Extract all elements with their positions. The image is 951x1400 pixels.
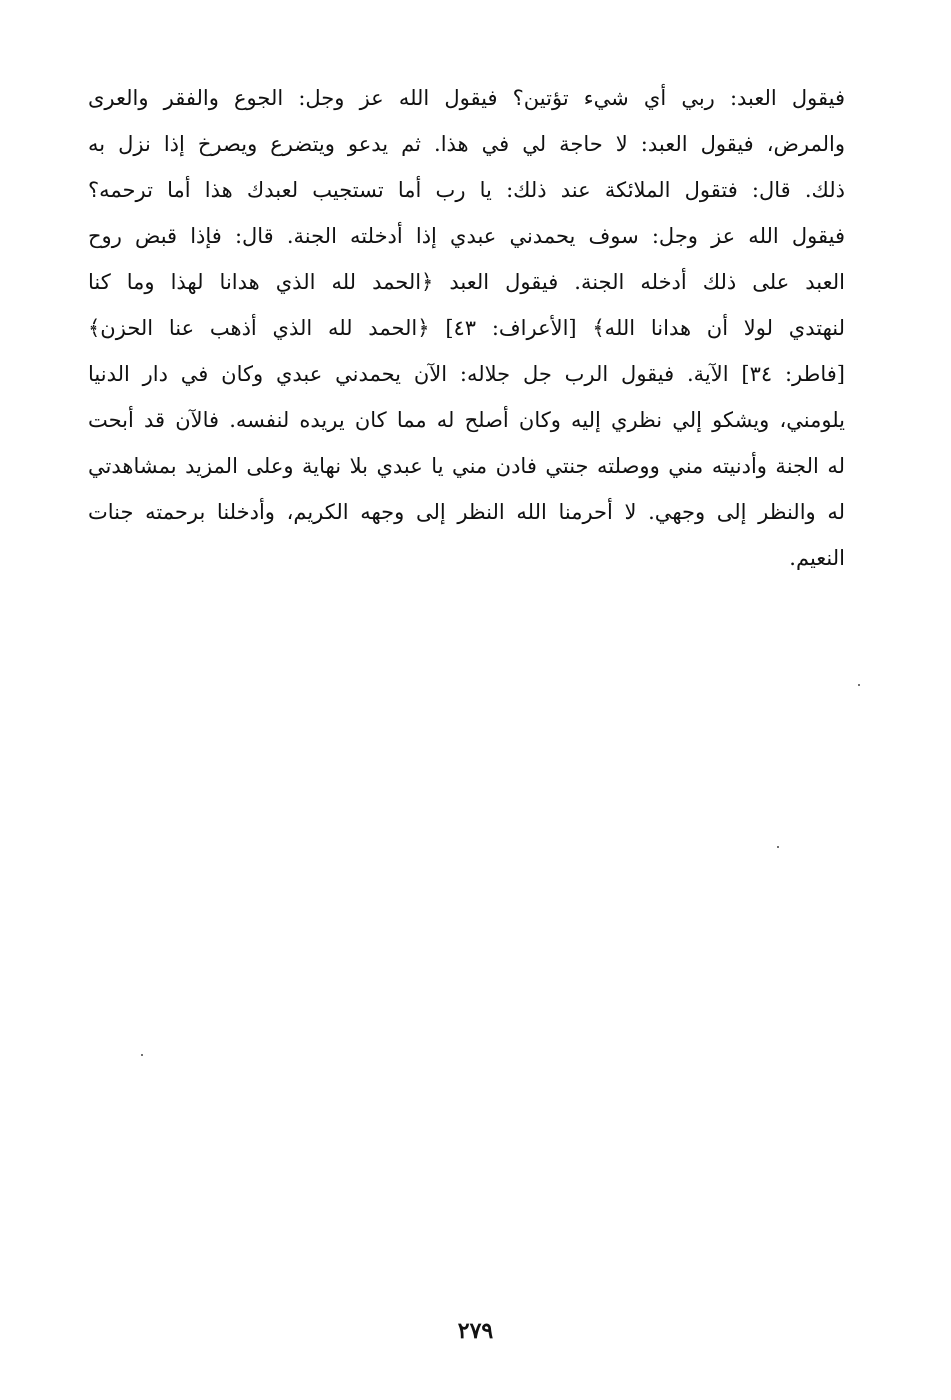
page-number: ٢٧٩ [457, 1318, 494, 1344]
scan-speck [141, 1054, 143, 1056]
text-line: [فاطر: ٣٤] الآية. فيقول الرب جل جلاله: الآن يحمدني عبدي وكان في دار الدنيا [88, 362, 845, 386]
text-line: له والنظر إلى وجهي. لا أحرمنا الله النظر إلى وجهه الكريم، وأدخلنا برحمته جنات [88, 500, 845, 524]
text-line: له الجنة وأدنيته مني ووصلته جنتي فادن مني يا عبدي بلا نهاية وعلى المزيد بمشاهدتي [88, 454, 845, 478]
scan-speck [777, 846, 779, 848]
text-line: فيقول الله عز وجل: سوف يحمدني عبدي إذا أدخلته الجنة. قال: فإذا قبض روح [88, 224, 845, 248]
text-line: يلومني، ويشكو إلي نظري إليه وكان أصلح له مما كان يريده لنفسه. فالآن قد أبحت [88, 408, 845, 432]
text-line: العبد على ذلك أدخله الجنة. فيقول العبد ﴿الحمد لله الذي هدانا لهذا وما كنا [88, 270, 845, 294]
text-line: والمرض، فيقول العبد: لا حاجة لي في هذا. ثم يدعو ويتضرع ويصرخ إذا نزل به [88, 132, 845, 156]
text-line: فيقول العبد: ربي أي شيء تؤتين؟ فيقول الله عز وجل: الجوع والفقر والعرى [88, 86, 845, 110]
text-line: النعيم. [789, 546, 845, 570]
text-line: ذلك. قال: فتقول الملائكة عند ذلك: يا رب أما تستجيب لعبدك هذا أما ترحمه؟ [88, 178, 845, 202]
body-text [88, 75, 845, 581]
scan-speck [858, 684, 860, 686]
text-line: لنهتدي لولا أن هدانا الله﴾ [الأعراف: ٤٣] ﴿الحمد لله الذي أذهب عنا الحزن﴾ [88, 316, 845, 340]
